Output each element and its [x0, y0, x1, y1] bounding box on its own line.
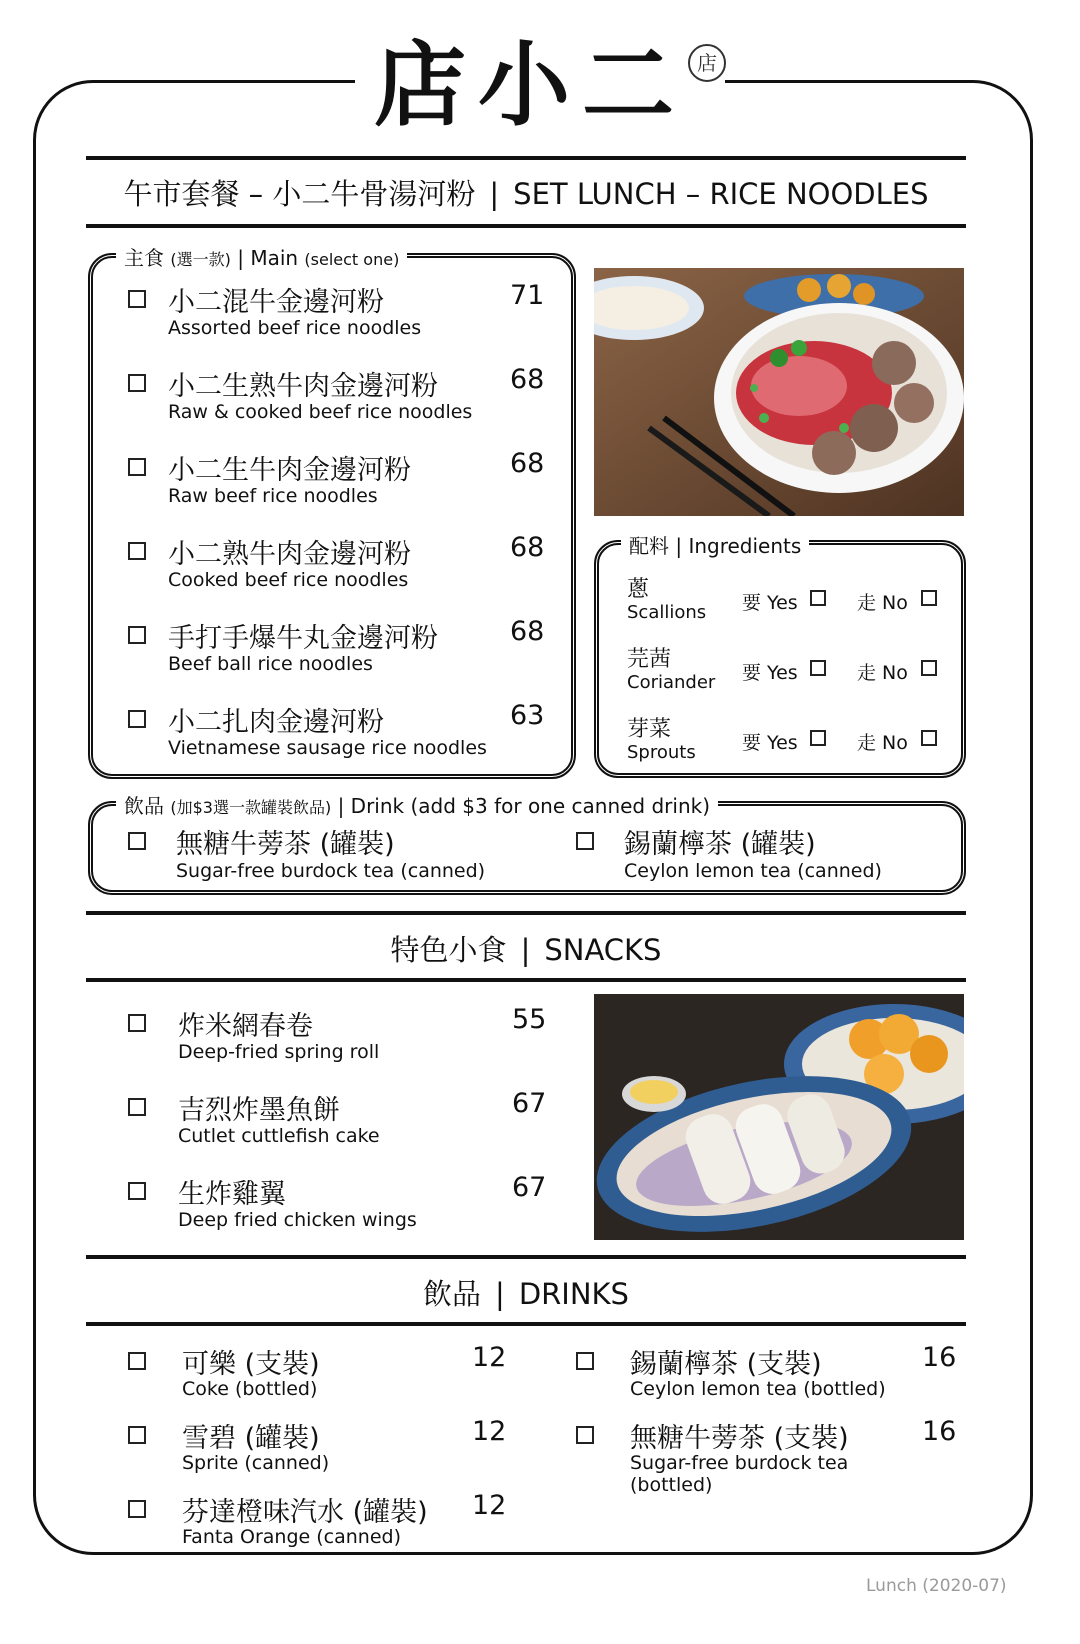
- ingredient-no-checkbox[interactable]: [921, 590, 937, 606]
- drink-checkbox[interactable]: [128, 1426, 146, 1444]
- main-checkbox[interactable]: [128, 710, 146, 728]
- set-drink-checkbox[interactable]: [576, 832, 594, 850]
- ingredient-no-label: 走 No: [857, 592, 908, 614]
- ingredient-zh: 芽菜: [627, 717, 672, 742]
- main-item-price: 68: [510, 616, 545, 647]
- drink-zh: 錫蘭檸茶 (支裝): [630, 1349, 822, 1380]
- main-item-price: 68: [510, 364, 545, 395]
- ingredient-yes-label: 要 Yes: [742, 592, 798, 614]
- main-item-zh: 小二熟牛肉金邊河粉: [168, 539, 411, 570]
- main-item-price: 68: [510, 532, 545, 563]
- ingredient-no-checkbox[interactable]: [921, 730, 937, 746]
- main-item-en: Beef ball rice noodles: [168, 653, 373, 675]
- ingredient-yes-checkbox[interactable]: [810, 730, 826, 746]
- ingredient-zh: 芫茜: [627, 647, 672, 672]
- snacks-title-zh: 特色小食: [390, 933, 507, 967]
- set-drink-legend: [116, 790, 718, 819]
- set-drink-legend-zh-note: (加$3選一款罐裝飲品): [170, 798, 332, 817]
- snack-en: Deep fried chicken wings: [178, 1209, 417, 1231]
- drink-en: Sugar-free burdock tea: [630, 1452, 849, 1474]
- main-checkbox[interactable]: [128, 542, 146, 560]
- snack-zh: 吉烈炸墨魚餅: [178, 1095, 340, 1126]
- set-drink-en: Sugar-free burdock tea (canned): [176, 860, 486, 882]
- rule-drinks-bottom: [86, 1322, 966, 1326]
- set-drink-checkbox[interactable]: [128, 832, 146, 850]
- snack-price: 67: [512, 1088, 547, 1119]
- ingredient-zh: 蔥: [627, 577, 650, 602]
- main-item-price: 71: [510, 280, 545, 311]
- set-drink-zh: 無糖牛蒡茶 (罐裝): [176, 829, 395, 860]
- rule-bottom: [86, 224, 966, 228]
- ingredient-en: Coriander: [627, 672, 716, 693]
- set-drink-zh: 錫蘭檸茶 (罐裝): [624, 829, 816, 860]
- main-item-zh: 小二混牛金邊河粉: [168, 287, 384, 318]
- drink-zh: 雪碧 (罐裝): [182, 1423, 320, 1454]
- drink-zh: 可樂 (支裝): [182, 1349, 320, 1380]
- drinks-title-en: DRINKS: [518, 1277, 629, 1311]
- snacks-illustration: [594, 994, 964, 1240]
- drinks-title-zh: 飲品: [423, 1277, 482, 1311]
- drink-price: 12: [472, 1416, 507, 1447]
- drink-en: Ceylon lemon tea (bottled): [630, 1378, 886, 1400]
- set-lunch-title-en: SET LUNCH – RICE NOODLES: [513, 177, 929, 211]
- ingredients-legend: 配料 | Ingredients: [621, 530, 809, 559]
- drinks-title: 飲品 | DRINKS: [423, 1277, 629, 1311]
- main-legend-zh: 主食: [124, 246, 164, 270]
- main-item-zh: 小二生熟牛肉金邊河粉: [168, 371, 438, 402]
- snack-zh: 生炸雞翼: [178, 1179, 286, 1210]
- set-drink-legend-zh: 飲品: [124, 794, 164, 818]
- brand-logo: 店小二: [373, 31, 686, 139]
- snack-en: Deep-fried spring roll: [178, 1041, 380, 1063]
- main-item-price: 68: [510, 448, 545, 479]
- snacks-title-en: SNACKS: [544, 933, 662, 967]
- drink-price: 16: [922, 1342, 957, 1373]
- drink-checkbox[interactable]: [576, 1426, 594, 1444]
- drink-checkbox[interactable]: [128, 1500, 146, 1518]
- snacks-title: 特色小食 | SNACKS: [390, 933, 662, 967]
- main-item-en: Cooked beef rice noodles: [168, 569, 409, 591]
- main-checkbox[interactable]: [128, 458, 146, 476]
- snacks-photo: [594, 994, 964, 1240]
- set-lunch-title: 午市套餐 – 小二牛骨湯河粉 | SET LUNCH – RICE NOODLES: [123, 177, 929, 211]
- ingredient-en: Scallions: [627, 602, 707, 623]
- set-drink-en: Ceylon lemon tea (canned): [624, 860, 882, 882]
- main-item-zh: 小二生牛肉金邊河粉: [168, 455, 411, 486]
- footer-version: Lunch (2020-07): [866, 1576, 1007, 1596]
- main-item-zh: 小二扎肉金邊河粉: [168, 707, 384, 738]
- drink-en: Coke (bottled): [182, 1378, 318, 1400]
- drink-en-line2: (bottled): [630, 1474, 713, 1496]
- drink-checkbox[interactable]: [576, 1352, 594, 1370]
- snack-price: 55: [512, 1004, 547, 1035]
- rule-top: [86, 156, 966, 160]
- main-checkbox[interactable]: [128, 290, 146, 308]
- ingredient-en: Sprouts: [627, 742, 696, 763]
- main-checkbox[interactable]: [128, 374, 146, 392]
- set-lunch-title-zh: 午市套餐 – 小二牛骨湯河粉: [123, 177, 476, 211]
- main-item-en: Raw beef rice noodles: [168, 485, 378, 507]
- drink-zh: 芬達橙味汽水 (罐裝): [182, 1497, 428, 1528]
- rule-drinks-top: [86, 1255, 966, 1259]
- main-legend-en: | Main: [237, 246, 299, 270]
- drink-checkbox[interactable]: [128, 1352, 146, 1370]
- ingredient-yes-checkbox[interactable]: [810, 660, 826, 676]
- snack-price: 67: [512, 1172, 547, 1203]
- ingredient-yes-label: 要 Yes: [742, 662, 798, 684]
- snack-checkbox[interactable]: [128, 1098, 146, 1116]
- snack-checkbox[interactable]: [128, 1014, 146, 1032]
- main-legend: [116, 242, 407, 271]
- drink-en: Sprite (canned): [182, 1452, 330, 1474]
- drink-en: Fanta Orange (canned): [182, 1526, 401, 1548]
- brand-seal-icon: 店: [688, 44, 726, 82]
- beef-noodle-illustration: [594, 268, 964, 516]
- main-legend-en-note: (select one): [304, 250, 400, 269]
- main-item-en: Raw & cooked beef rice noodles: [168, 401, 473, 423]
- drink-price: 12: [472, 1490, 507, 1521]
- snack-en: Cutlet cuttlefish cake: [178, 1125, 380, 1147]
- ingredient-yes-label: 要 Yes: [742, 732, 798, 754]
- ingredient-yes-checkbox[interactable]: [810, 590, 826, 606]
- rule-snacks-bottom: [86, 978, 966, 982]
- snack-zh: 炸米網春卷: [178, 1011, 313, 1042]
- drink-price: 12: [472, 1342, 507, 1373]
- main-item-en: Vietnamese sausage rice noodles: [168, 737, 487, 759]
- ingredient-no-label: 走 No: [857, 662, 908, 684]
- set-drink-legend-en: | Drink (add $3 for one canned drink): [337, 794, 711, 818]
- ingredient-no-label: 走 No: [857, 732, 908, 754]
- drink-zh: 無糖牛蒡茶 (支裝): [630, 1423, 849, 1454]
- drink-price: 16: [922, 1416, 957, 1447]
- main-item-en: Assorted beef rice noodles: [168, 317, 422, 339]
- rule-snacks-top: [86, 911, 966, 915]
- ingredient-no-checkbox[interactable]: [921, 660, 937, 676]
- beef-noodle-photo: [594, 268, 964, 516]
- main-item-zh: 手打手爆牛丸金邊河粉: [168, 623, 438, 654]
- main-checkbox[interactable]: [128, 626, 146, 644]
- main-legend-zh-note: (選一款): [170, 250, 231, 269]
- snack-checkbox[interactable]: [128, 1182, 146, 1200]
- main-item-price: 63: [510, 700, 545, 731]
